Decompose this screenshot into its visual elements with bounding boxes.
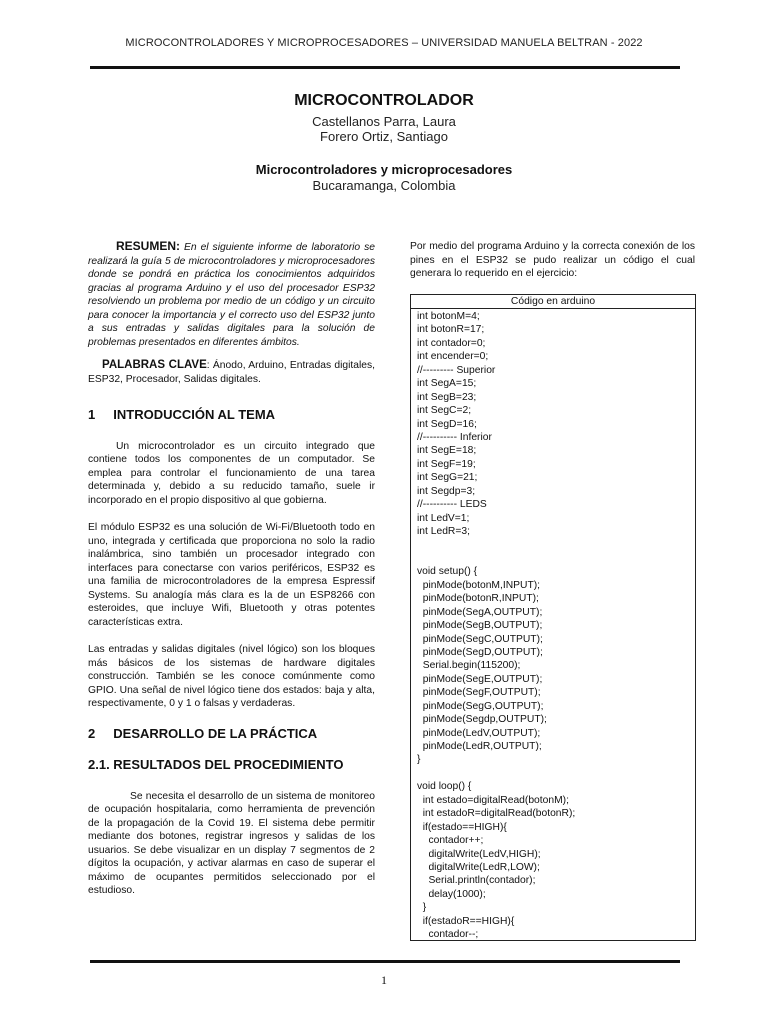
paper-title: MICROCONTROLADOR bbox=[294, 92, 474, 109]
header-rule bbox=[90, 66, 680, 69]
code-line: pinMode(LedV,OUTPUT); bbox=[417, 727, 541, 739]
course-name: Microcontroladores y microprocesadores bbox=[255, 162, 513, 177]
code-line: int estado=digitalRead(botonM); bbox=[417, 794, 569, 806]
code-line: int SegF=19; bbox=[417, 458, 476, 470]
procedure-paragraph: Se necesita el desarrollo de un sistema de monitoreo de ocupación hospitalaria, como herramienta de prevención de la propagación de la Covid 19. El sistema debe permitir mediante dos botones, registrar ingresos y salidas de los usuarios. Se debe visualizar en un display 7 segmentos de 2 dígitos la ocupación, y activar alarmas en caso de superar el máximo de ocupantes permitidos seleccionado por el estudioso. bbox=[88, 790, 375, 896]
code-lines bbox=[411, 309, 695, 941]
code-line: pinMode(SegF,OUTPUT); bbox=[417, 687, 541, 699]
code-line: //--------- Superior bbox=[417, 364, 496, 376]
code-line: int SegE=18; bbox=[417, 445, 477, 457]
code-line: pinMode(SegB,OUTPUT); bbox=[417, 620, 543, 632]
code-line: //---------- Inferior bbox=[417, 431, 492, 443]
code-line: pinMode(SegC,OUTPUT); bbox=[417, 633, 543, 645]
code-line: int botonM=4; bbox=[417, 311, 480, 322]
section-2-heading: 2 DESARROLLO DE LA PRÁCTICA bbox=[88, 725, 318, 741]
keywords-text: : Ánodo, Arduino, Entradas digitales, ESP32, Procesador, Salidas digitales. bbox=[88, 360, 376, 385]
code-line: int botonR=17; bbox=[417, 324, 485, 336]
code-line: int estadoR=digitalRead(botonR); bbox=[417, 808, 576, 820]
subsection-2-1-heading: 2.1. RESULTADOS DEL PROCEDIMIENTO bbox=[88, 757, 344, 772]
intro-paragraph-2: El módulo ESP32 es una solución de Wi-Fi/Bluetooth todo en uno, integrada y certificada que proporciona no solo la radio inalámbrica, sino también un procesador integrado con interfaces para conectarse con varios periféricos, ESP32 es una familia de microcontroladores de la empresa Espressif Systems. Su analogía más clara es la de un ESP8266 con esteroides, que incluye Wifi, Bluetooth y otras potentes características extra. bbox=[88, 522, 375, 628]
code-line: Serial.begin(115200); bbox=[417, 660, 521, 672]
code-line: if(estadoR==HIGH){ bbox=[417, 915, 515, 927]
code-line: if(estado==HIGH){ bbox=[417, 821, 507, 833]
code-line: int SegG=21; bbox=[417, 472, 478, 484]
code-line: int encender=0; bbox=[417, 351, 489, 363]
location: Bucaramanga, Colombia bbox=[312, 178, 456, 193]
code-line: pinMode(SegD,OUTPUT); bbox=[417, 646, 543, 658]
page-number: 1 bbox=[381, 973, 387, 987]
code-line: //---------- LEDS bbox=[417, 499, 487, 511]
code-line: void setup() { bbox=[417, 566, 478, 578]
code-line: pinMode(botonR,INPUT); bbox=[417, 593, 539, 605]
code-line: digitalWrite(LedR,LOW); bbox=[417, 861, 540, 873]
code-line: int contador=0; bbox=[417, 337, 486, 349]
code-line: int SegC=2; bbox=[417, 405, 472, 417]
code-line: digitalWrite(LedV,HIGH); bbox=[417, 848, 541, 860]
code-line: pinMode(SegG,OUTPUT); bbox=[417, 700, 544, 712]
author-2: Forero Ortiz, Santiago bbox=[320, 129, 448, 144]
abstract-label: RESUMEN: bbox=[116, 239, 181, 253]
code-line: int SegB=23; bbox=[417, 391, 477, 403]
code-line: pinMode(SegE,OUTPUT); bbox=[417, 673, 543, 685]
code-line bbox=[417, 538, 695, 551]
code-line: pinMode(Segdp,OUTPUT); bbox=[417, 714, 547, 726]
code-line: contador--; bbox=[417, 929, 479, 941]
right-column bbox=[410, 240, 695, 281]
footer-rule bbox=[90, 960, 680, 963]
code-line: int Segdp=3; bbox=[417, 485, 476, 497]
code-line: } bbox=[417, 902, 427, 914]
code-line: int SegD=16; bbox=[417, 418, 477, 430]
author-1: Castellanos Parra, Laura bbox=[312, 114, 456, 129]
intro-paragraph-3: Las entradas y salidas digitales (nivel lógico) son los bloques más básicos de los sistemas de hardware digitales construcción. También se les conoce comúnmente como GPIO. Una señal de nivel lógico tiene dos estados: baja y alta, respectivamente, 0 y 1 o falsas y verdaderas. bbox=[88, 644, 375, 709]
keywords-label: PALABRAS CLAVE bbox=[102, 359, 207, 371]
code-intro: Por medio del programa Arduino y la correcta conexión de los pines en el ESP32 se pudo realizar un código el cual generara lo requerido en el ejercicio: bbox=[410, 241, 695, 279]
code-line: pinMode(SegA,OUTPUT); bbox=[417, 606, 543, 618]
code-listing-header: Código en arduino bbox=[411, 295, 695, 309]
section-1-heading: 1 INTRODUCCIÓN AL TEMA bbox=[88, 407, 276, 422]
code-line: pinMode(LedR,OUTPUT); bbox=[417, 741, 542, 752]
running-header: MICROCONTROLADORES Y MICROPROCESADORES – UNIVERSIDAD MANUELA BELTRAN - 2022 bbox=[125, 37, 643, 49]
abstract-text: En el siguiente informe de laboratorio se realizará la guía 5 de microcontroladores y microprocesadores donde se pondrá en práctica los conocimientos adquiridos gracias al programa Arduino y el uso del procesador ESP32 resolviendo un problema por medio de un código y un circuito para conocer la importancia y el correcto uso del ESP32 junto a sus entradas y salidas digitales para la solución de problemas presentados en diferentes ámbitos. bbox=[88, 242, 375, 348]
abstract bbox=[88, 240, 375, 349]
code-line: contador++; bbox=[417, 835, 484, 847]
code-line bbox=[417, 552, 695, 565]
code-line: delay(1000); bbox=[417, 888, 486, 900]
code-line: int SegA=15; bbox=[417, 378, 477, 390]
code-line: Serial.println(contador); bbox=[417, 875, 536, 887]
code-line: pinMode(botonM,INPUT); bbox=[417, 579, 541, 591]
code-line: void loop() { bbox=[417, 781, 472, 793]
intro-paragraph-1: Un microcontrolador es un circuito integrado que contiene todos los componentes de un computador. Se emplea para controlar el funcionamiento de una tarea determinada y, debido a su reducido tamaño, suele ir incorporado en el propio dispositivo al que gobierna. bbox=[88, 440, 375, 506]
code-line bbox=[417, 767, 695, 780]
code-listing bbox=[410, 294, 696, 941]
code-line: int LedV=1; bbox=[417, 512, 470, 524]
code-line: } bbox=[417, 754, 421, 766]
keywords bbox=[88, 359, 375, 386]
code-line: int LedR=3; bbox=[417, 526, 470, 537]
left-column bbox=[88, 240, 375, 898]
